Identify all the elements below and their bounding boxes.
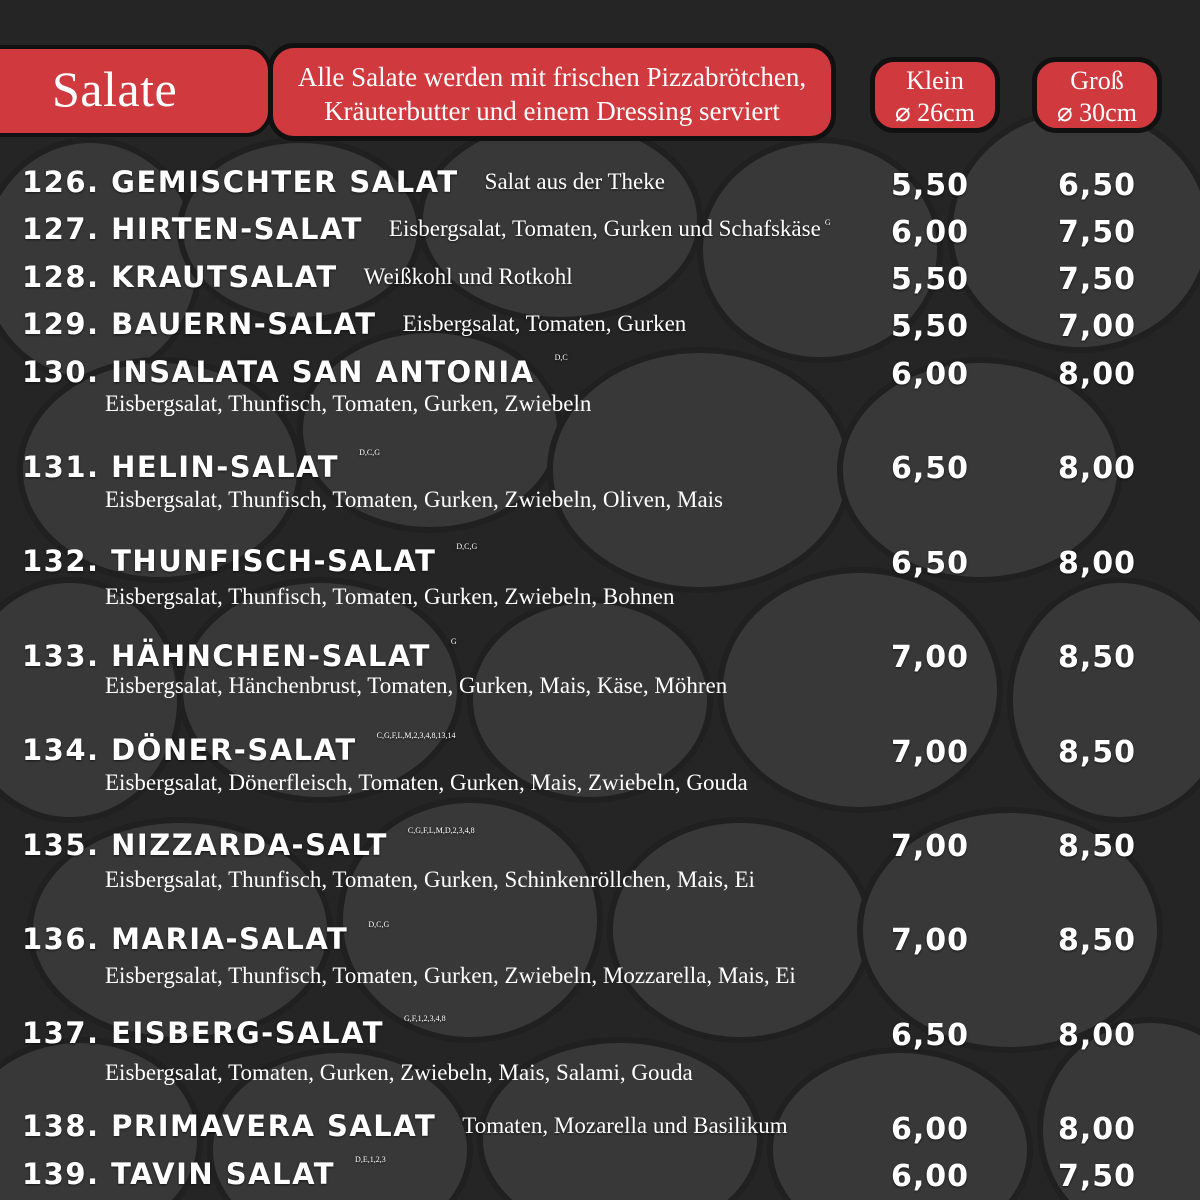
menu-item-title: 139. TAVIN SALAT $^{D,E,1,2,3}$	[22, 1155, 386, 1191]
price-klein: 6,50	[890, 546, 970, 581]
size-header-gross	[1032, 57, 1162, 133]
menu-item-allergens: G	[824, 218, 831, 227]
price-gross: 8,50	[1057, 640, 1137, 675]
price-klein: 6,50	[890, 451, 970, 486]
menu-item-inline-desc: Salat aus der Theke	[484, 169, 665, 194]
menu-item-title: 126. GEMISCHTER SALAT Salat aus der Theke	[22, 165, 665, 199]
menu-item-desc: Eisbergsalat, Tomaten, Gurken, Zwiebeln, Mais, Salami, Gouda	[105, 1060, 693, 1085]
size-diameter-gross: ⌀ 30cm	[1057, 98, 1137, 127]
menu-item-desc: Eisbergsalat, Thunfisch, Tomaten, Gurken, Zwiebeln, Mozzarella, Mais, Ei	[105, 963, 796, 988]
serving-info-line-1: Alle Salate werden mit frischen Pizzabrötchen,	[297, 62, 807, 92]
menu-item-title: 134. DÖNER-SALAT $^{C,G,F,L,M,2,3,4,8,13,14}$	[22, 731, 456, 767]
page-title: Salate	[52, 61, 178, 117]
price-gross: 7,50	[1057, 215, 1137, 250]
menu-item-title: 131. HELIN-SALAT $^{D,C,G}$	[22, 448, 380, 484]
size-diameter-klein: ⌀ 26cm	[895, 98, 975, 127]
price-klein: 6,00	[890, 215, 970, 250]
price-klein: 6,00	[890, 1112, 970, 1147]
price-gross: 8,50	[1057, 829, 1137, 864]
price-klein: 5,50	[890, 168, 970, 203]
price-klein: 7,00	[890, 923, 970, 958]
price-gross: 7,50	[1057, 262, 1137, 297]
menu-item-allergens: C,G,F,L,M,D,2,3,4,8	[407, 826, 475, 835]
menu-item-desc: Eisbergsalat, Hänchenbrust, Tomaten, Gurken, Mais, Käse, Möhren	[105, 673, 728, 698]
menu-item-inline-desc: Tomaten, Mozarella und Basilikum	[462, 1113, 788, 1138]
menu-item-desc: Eisbergsalat, Thunfisch, Tomaten, Gurken, Zwiebeln, Bohnen	[105, 584, 675, 609]
menu-item-allergens: D,C,G	[359, 448, 380, 457]
menu-item-allergens: C,G,F,L,M,2,3,4,8,13,14	[376, 731, 456, 740]
menu-item-allergens: D,E,1,2,3	[355, 1155, 386, 1164]
menu-item-allergens: D,C,G	[456, 542, 478, 551]
serving-info-line-2: Kräuterbutter und einem Dressing serviert	[324, 96, 780, 126]
menu-item-title: 138. PRIMAVERA SALAT Tomaten, Mozarella und Basilikum	[22, 1109, 788, 1143]
price-gross: 8,50	[1057, 923, 1137, 958]
menu-item-desc: Eisbergsalat, Thunfisch, Tomaten, Gurken, Zwiebeln	[105, 391, 592, 416]
serving-info-box	[268, 43, 836, 141]
price-klein: 6,00	[890, 1159, 970, 1194]
price-klein: 6,50	[890, 1018, 970, 1053]
price-gross: 6,50	[1057, 168, 1137, 203]
price-gross: 7,50	[1057, 1159, 1137, 1194]
price-klein: 7,00	[890, 735, 970, 770]
menu-item-title: 132. THUNFISCH-SALAT $^{D,C,G}$	[22, 542, 478, 578]
price-gross: 8,00	[1057, 357, 1137, 392]
price-gross: 8,00	[1057, 546, 1137, 581]
menu-item-title: 136. MARIA-SALAT $^{D,C,G}$	[22, 920, 390, 956]
menu-item-allergens: G,F,1,2,3,4,8	[404, 1014, 446, 1023]
size-label-klein: Klein	[906, 66, 964, 95]
menu-item-title: 135. NIZZARDA-SALT $^{C,G,F,L,M,D,2,3,4,8}$	[22, 826, 475, 862]
menu-item-desc: Eisbergsalat, Dönerfleisch, Tomaten, Gurken, Mais, Zwiebeln, Gouda	[105, 770, 748, 795]
size-header-klein	[870, 57, 1000, 133]
price-klein: 5,50	[890, 309, 970, 344]
price-gross: 8,00	[1057, 1018, 1137, 1053]
menu-item-title: 137. EISBERG-SALAT $^{G,F,1,2,3,4,8}$	[22, 1014, 446, 1050]
price-gross: 7,00	[1057, 309, 1137, 344]
price-klein: 6,00	[890, 357, 970, 392]
menu-item-title: 129. BAUERN-SALAT Eisbergsalat, Tomaten, Gurken	[22, 307, 687, 341]
menu-item-inline-desc: Weißkohl und Rotkohl	[363, 264, 573, 289]
menu-item-allergens: D,C,G	[368, 920, 390, 929]
menu-item-desc: Eisbergsalat, Thunfisch, Tomaten, Gurken, Schinkenröllchen, Mais, Ei	[105, 867, 755, 892]
menu-item-inline-desc: Eisbergsalat, Tomaten, Gurken und Schafskäse	[388, 216, 821, 241]
menu-item-title: 127. HIRTEN-SALAT Eisbergsalat, Tomaten, Gurken und Schafskäse $^G$	[22, 212, 831, 246]
price-klein: 5,50	[890, 262, 970, 297]
price-gross: 8,00	[1057, 1112, 1137, 1147]
menu-item-inline-desc: Eisbergsalat, Tomaten, Gurken	[402, 311, 687, 336]
price-gross: 8,50	[1057, 735, 1137, 770]
price-klein: 7,00	[890, 640, 970, 675]
size-label-gross: Groß	[1070, 66, 1124, 95]
menu-item-desc: Eisbergsalat, Thunfisch, Tomaten, Gurken, Zwiebeln, Oliven, Mais	[105, 487, 723, 512]
menu-item-title: 128. KRAUTSALAT Weißkohl und Rotkohl	[22, 260, 573, 294]
menu-item-title: 133. HÄHNCHEN-SALAT $^G$	[22, 637, 457, 673]
menu-item-allergens: G	[450, 637, 457, 646]
price-klein: 7,00	[890, 829, 970, 864]
menu-item-allergens: D,C	[554, 353, 568, 362]
menu-item-title: 130. INSALATA SAN ANTONIA $^{D,C}$	[22, 353, 568, 389]
price-gross: 8,00	[1057, 451, 1137, 486]
